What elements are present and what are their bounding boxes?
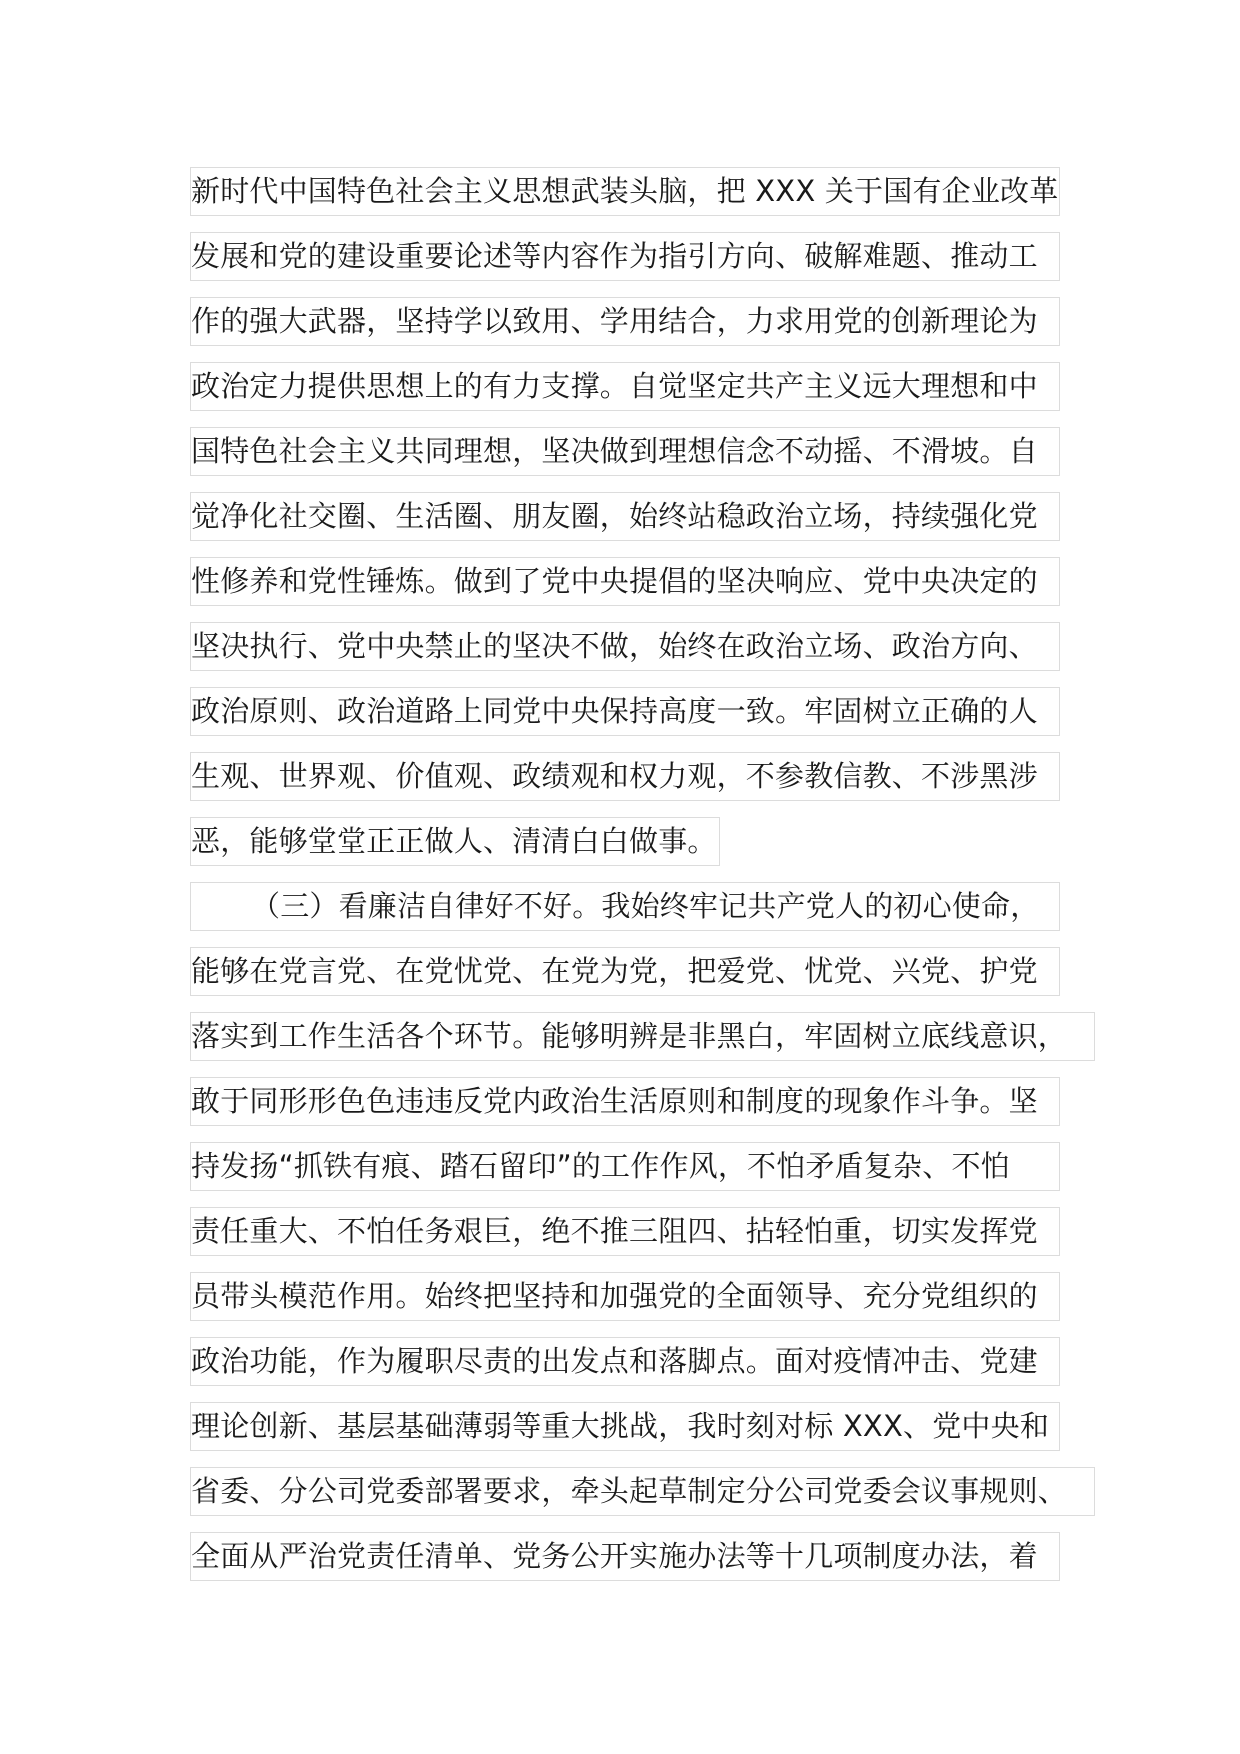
text-line: 省委、分公司党委部署要求，牵头起草制定分公司党委会议事规则、	[190, 1467, 1095, 1516]
text-line: 政治功能，作为履职尽责的出发点和落脚点。面对疫情冲击、党建	[190, 1337, 1060, 1386]
text-line: 国特色社会主义共同理想，坚决做到理想信念不动摇、不滑坡。自	[190, 427, 1060, 476]
text-line: 发展和党的建设重要论述等内容作为指引方向、破解难题、推动工	[190, 232, 1060, 281]
text-line: 作的强大武器，坚持学以致用、学用结合，力求用党的创新理论为	[190, 297, 1060, 346]
text-line: 敢于同形形色色违违反党内政治生活原则和制度的现象作斗争。坚	[190, 1077, 1060, 1126]
section-heading-line: （三）看廉洁自律好不好。我始终牢记共产党人的初心使命，	[190, 882, 1060, 931]
text-line: 政治原则、政治道路上同党中央保持高度一致。牢固树立正确的人	[190, 687, 1060, 736]
text-line: 恶，能够堂堂正正做人、清清白白做事。	[190, 817, 720, 866]
text-line: 觉净化社交圈、生活圈、朋友圈，始终站稳政治立场，持续强化党	[190, 492, 1060, 541]
text-line: 全面从严治党责任清单、党务公开实施办法等十几项制度办法，着	[190, 1532, 1060, 1581]
text-line: 坚决执行、党中央禁止的坚决不做，始终在政治立场、政治方向、	[190, 622, 1060, 671]
text-line: 落实到工作生活各个环节。能够明辨是非黑白，牢固树立底线意识，	[190, 1012, 1095, 1061]
text-line: 生观、世界观、价值观、政绩观和权力观，不参教信教、不涉黑涉	[190, 752, 1060, 801]
text-line: 持发扬“抓铁有痕、踏石留印”的工作作风，不怕矛盾复杂、不怕	[190, 1142, 1060, 1191]
body-text	[190, 167, 1090, 1597]
text-line: 能够在党言党、在党忧党、在党为党，把爱党、忧党、兴党、护党	[190, 947, 1060, 996]
text-line: 员带头模范作用。始终把坚持和加强党的全面领导、充分党组织的	[190, 1272, 1060, 1321]
text-line: 政治定力提供思想上的有力支撑。自觉坚定共产主义远大理想和中	[190, 362, 1060, 411]
text-line: 责任重大、不怕任务艰巨，绝不推三阻四、拈轻怕重，切实发挥党	[190, 1207, 1060, 1256]
text-line: 性修养和党性锤炼。做到了党中央提倡的坚决响应、党中央决定的	[190, 557, 1060, 606]
text-line: 新时代中国特色社会主义思想武装头脑，把 XXX 关于国有企业改革	[190, 167, 1060, 216]
text-line: 理论创新、基层基础薄弱等重大挑战，我时刻对标 XXX、党中央和	[190, 1402, 1060, 1451]
